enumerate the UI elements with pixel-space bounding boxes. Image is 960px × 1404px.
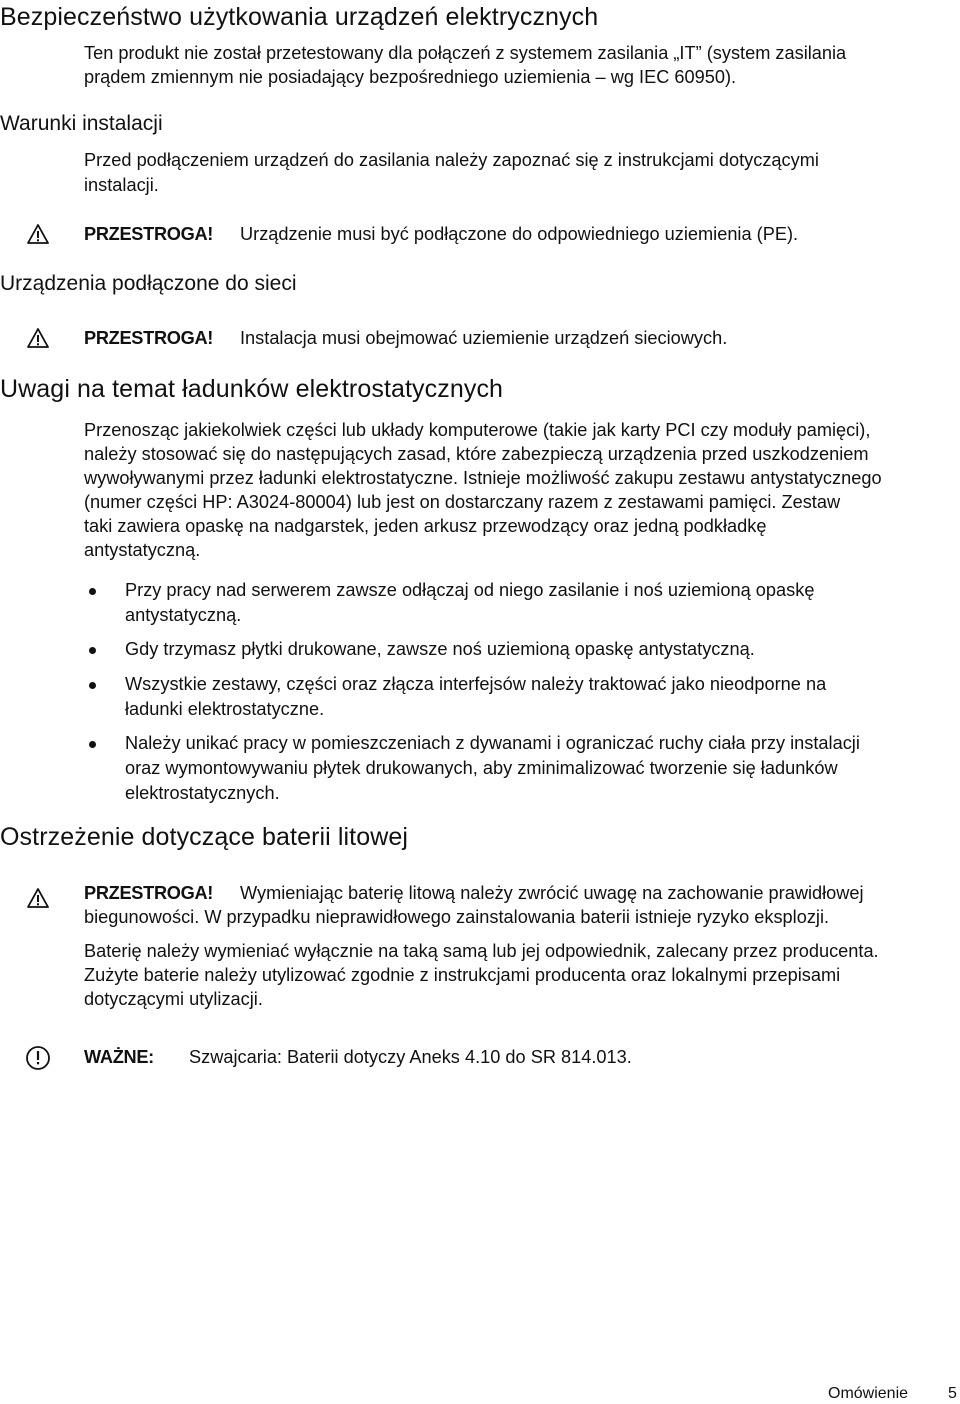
bullet-1-line-1: Przy pracy nad serwerem zawsze odłączaj od niego zasilanie i noś uziemioną opaskę xyxy=(125,580,815,600)
bullet-4-line-2: oraz wymontowywaniu płytek drukowanych, aby zminimalizować tworzenie się ładunków xyxy=(125,758,838,778)
battery-text-line-3: dotyczącymi utylizacji. xyxy=(84,989,263,1009)
esd-text-line-1: Przenosząc jakiekolwiek części lub układy komputerowe (takie jak karty PCI czy moduły pamięci), xyxy=(84,420,871,440)
esd-text-line-6: antystatyczną. xyxy=(84,540,201,560)
caution-label: PRZESTROGA! xyxy=(84,328,214,348)
bullet-4-line-3: elektrostatycznych. xyxy=(125,783,280,803)
safety-text-line-2: prądem zmiennym nie posiadający bezpośredniego uziemienia – wg IEC 60950). xyxy=(84,67,737,87)
footer-section-name: Omówienie xyxy=(828,1385,909,1402)
battery-caution-line-2: biegunowości. W przypadku nieprawidłowego zainstalowania baterii istnieje ryzyko eksplozji. xyxy=(84,907,830,927)
caution-label: PRZESTROGA! xyxy=(84,883,214,903)
caution-text-grounding: Urządzenie musi być podłączone do odpowiedniego uziemienia (PE). xyxy=(240,224,799,244)
heading-lithium-battery-warning: Ostrzeżenie dotyczące baterii litowej xyxy=(0,823,409,851)
exclamation-circle-icon xyxy=(25,1045,51,1071)
bullet-2-line-1: Gdy trzymasz płytki drukowane, zawsze noś uziemioną opaskę antystatyczną. xyxy=(125,639,755,659)
bullet-icon xyxy=(89,682,96,689)
heading-installation-conditions: Warunki instalacji xyxy=(0,112,163,135)
installation-text-line-2: instalacji. xyxy=(84,175,159,195)
battery-text-line-2: Zużyte baterie należy utylizować zgodnie z instrukcjami producenta oraz lokalnymi przepisami xyxy=(84,965,841,985)
caution-label: PRZESTROGA! xyxy=(84,224,214,244)
installation-text-line-1: Przed podłączeniem urządzeń do zasilania należy zapoznać się z instrukcjami dotyczącymi xyxy=(84,150,819,170)
caution-text-network-grounding: Instalacja musi obejmować uziemienie urządzeń sieciowych. xyxy=(240,328,728,348)
important-text-switzerland: Szwajcaria: Baterii dotyczy Aneks 4.10 do SR 814.013. xyxy=(189,1047,632,1067)
esd-text-line-5: taki zawiera opaskę na nadgarstek, jeden arkusz przewodzący oraz jedną podkładkę xyxy=(84,516,767,536)
heading-electrical-safety: Bezpieczeństwo użytkowania urządzeń elektrycznych xyxy=(0,3,599,31)
bullet-icon xyxy=(89,647,96,654)
esd-text-line-2: należy stosować się do następujących zasad, które zabezpieczą urządzenia przed uszkodzeniem xyxy=(84,444,869,464)
warning-triangle-icon xyxy=(27,223,49,245)
bullet-icon xyxy=(89,588,96,595)
important-label: WAŻNE: xyxy=(84,1047,154,1067)
warning-triangle-icon xyxy=(27,887,49,909)
safety-text-line-1: Ten produkt nie został przetestowany dla połączeń z systemem zasilania „IT” (system zasilania xyxy=(84,43,847,63)
bullet-4-line-1: Należy unikać pracy w pomieszczeniach z dywanami i ograniczać ruchy ciała przy instalacji xyxy=(125,733,860,753)
bullet-1-line-2: antystatyczną. xyxy=(125,605,242,625)
battery-caution-line-1: Wymieniając baterię litową należy zwrócić uwagę na zachowanie prawidłowej xyxy=(240,883,864,903)
heading-network-devices: Urządzenia podłączone do sieci xyxy=(0,272,297,295)
bullet-3-line-2: ładunki elektrostatyczne. xyxy=(125,699,325,719)
esd-text-line-4: (numer części HP: A3024-80004) lub jest on dostarczany razem z zestawami pamięci. Zestaw xyxy=(84,492,841,512)
bullet-icon xyxy=(89,741,96,748)
heading-electrostatic-discharge: Uwagi na temat ładunków elektrostatycznych xyxy=(0,375,504,403)
esd-text-line-3: wywoływanymi przez ładunki elektrostatyczne. Istnieje możliwość zakupu zestawu antystatycznego xyxy=(84,468,882,488)
warning-triangle-icon xyxy=(27,327,49,349)
footer-page-number: 5 xyxy=(948,1385,957,1402)
bullet-3-line-1: Wszystkie zestawy, części oraz złącza interfejsów należy traktować jako nieodporne na xyxy=(125,674,827,694)
battery-text-line-1: Baterię należy wymieniać wyłącznie na taką samą lub jej odpowiednik, zalecany przez producenta. xyxy=(84,941,879,961)
